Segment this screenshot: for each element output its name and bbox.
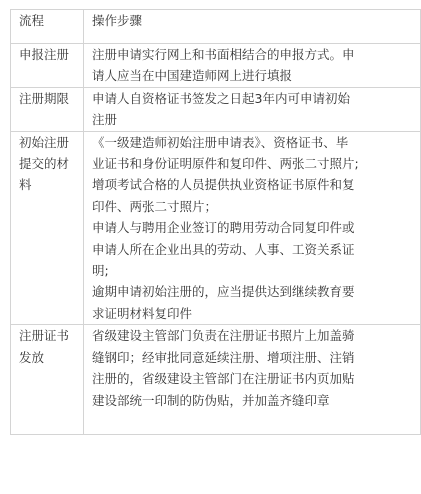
- label-line: 注册期限: [19, 90, 70, 106]
- content-line: 逾期申请初始注册的，应当提供达到继续教育要: [92, 284, 355, 300]
- row-content: [84, 131, 421, 325]
- content-line: 申请人所在企业出具的劳动、人事、工资关系证: [92, 241, 355, 257]
- table-row-registration-period: [11, 87, 421, 131]
- content-line: 省级建设主管部门负责在注册证书照片上加盖骑: [92, 328, 355, 344]
- row-label: [11, 87, 84, 131]
- content-line: 注册: [92, 112, 118, 128]
- registration-process-table: [10, 9, 421, 435]
- header-steps: 操作步骤: [84, 10, 421, 44]
- row-content: [84, 44, 421, 88]
- row-label: [11, 44, 84, 88]
- header-process: 流程: [11, 10, 84, 44]
- content-line: 申请人自资格证书签发之日起3年内可申请初始: [92, 90, 350, 106]
- content-line: 业证书和身份证明原件和复印件、两张二寸照片;: [92, 156, 359, 172]
- content-line: 注册申请实行网上和书面相结合的申报方式。申: [92, 47, 355, 62]
- content-line: 申请人与聘用企业签订的聘用劳动合同复印件或: [92, 220, 355, 236]
- label-line: 料: [19, 177, 32, 193]
- table-header-row: [11, 10, 421, 44]
- label-line: 注册证书: [19, 328, 70, 344]
- content-line: 明;: [92, 263, 109, 279]
- content-line: 《一级建造师初始注册申请表》、资格证书、毕: [92, 134, 349, 150]
- row-content: [84, 87, 421, 131]
- label-line: 提交的材: [19, 156, 70, 172]
- content-line: 印件、两张二寸照片；: [92, 198, 218, 214]
- content-line: 请人应当在中国建造师网上进行填报: [92, 68, 293, 84]
- row-label: [11, 131, 84, 325]
- label-line: 申报注册: [19, 47, 70, 62]
- row-label: [11, 325, 84, 435]
- content-line: 求证明材料复印件: [92, 305, 193, 321]
- content-line: 注册的，省级建设主管部门在注册证书内页加贴: [92, 371, 355, 387]
- content-line: 缝钢印；经审批同意延续注册、增项注册、注销: [92, 349, 355, 365]
- table-row-apply-registration: [11, 44, 421, 88]
- label-line: 发放: [19, 349, 45, 365]
- content-line: 建设部统一印制的防伪贴，并加盖齐缝印章: [92, 392, 330, 408]
- content-line: 增项考试合格的人员提供执业资格证书原件和复: [92, 177, 355, 193]
- table-row-initial-materials: [11, 131, 421, 325]
- table-row-certificate-issuance: [11, 325, 421, 435]
- label-line: 初始注册: [19, 134, 70, 150]
- row-content: [84, 325, 421, 435]
